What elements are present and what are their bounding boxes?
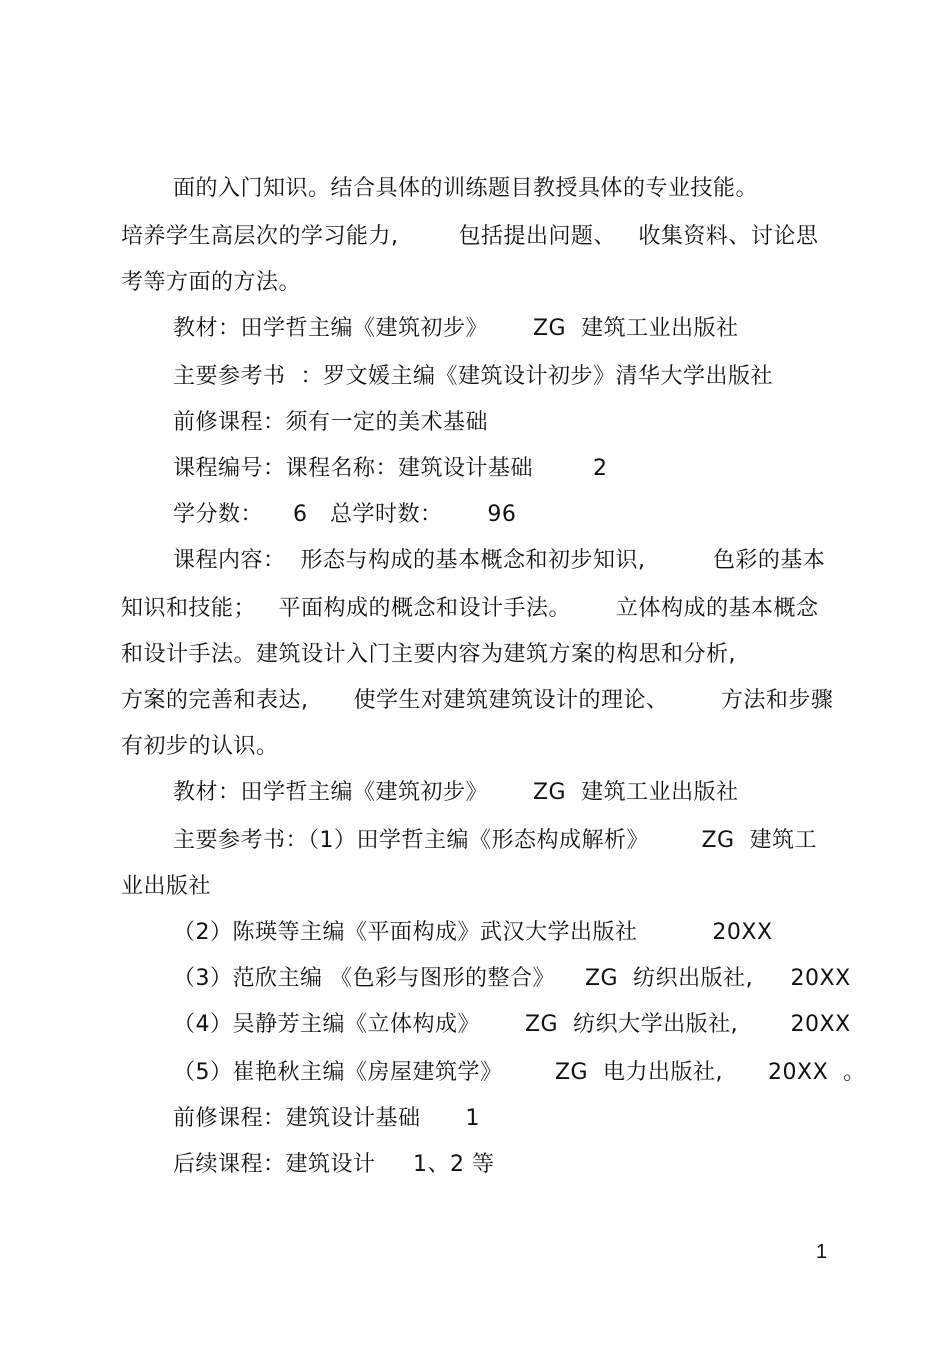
text-line: 前修课程：须有一定的美术基础 bbox=[173, 410, 489, 435]
text-line: 主要参考书 ：罗文媛主编《建筑设计初步》清华大学出版社 bbox=[173, 364, 773, 389]
text-line: 方案的完善和表达, 使学生对建筑建筑设计的理论、 方法和步骤 bbox=[121, 688, 834, 713]
text-line: 知识和技能； 平面构成的概念和设计手法。 立体构成的基本概念 bbox=[121, 596, 819, 621]
text-line: （4）吴静芳主编《立体构成》 ZG 纺织大学出版社, 20XX bbox=[173, 1012, 851, 1037]
text-line: 学分数： 6 总学时数： 96 bbox=[173, 502, 517, 527]
text-line: 面的入门知识。结合具体的训练题目教授具体的专业技能。 bbox=[173, 176, 759, 201]
text-line: 培养学生高层次的学习能力, 包括提出问题、 收集资料、讨论思 bbox=[121, 224, 819, 249]
page-number: 1 bbox=[816, 1241, 828, 1263]
text-line: （3）范欣主编 《色彩与图形的整合》 ZG 纺织出版社, 20XX bbox=[173, 966, 851, 991]
text-line: （2）陈瑛等主编《平面构成》武汉大学出版社 20XX bbox=[173, 920, 773, 945]
text-line: 前修课程：建筑设计基础 1 bbox=[173, 1106, 480, 1131]
text-line: 后续课程：建筑设计 1、2 等 bbox=[173, 1152, 495, 1177]
text-line: 教材：田学哲主编《建筑初步》 ZG 建筑工业出版社 bbox=[173, 316, 739, 341]
text-line: （5）崔艳秋主编《房屋建筑学》 ZG 电力出版社, 20XX 。 bbox=[173, 1060, 866, 1085]
text-line: 教材：田学哲主编《建筑初步》 ZG 建筑工业出版社 bbox=[173, 780, 739, 805]
text-line: 业出版社 bbox=[121, 874, 212, 899]
text-line: 课程编号：课程名称：建筑设计基础 2 bbox=[173, 456, 608, 481]
text-line: 有初步的认识。 bbox=[121, 734, 279, 759]
text-line: 考等方面的方法。 bbox=[121, 270, 302, 295]
text-line: 课程内容： 形态与构成的基本概念和初步知识, 色彩的基本 bbox=[173, 548, 826, 573]
text-line: 和设计手法。建筑设计入门主要内容为建筑方案的构思和分析, bbox=[121, 642, 736, 667]
text-line: 主要参考书：（1）田学哲主编《形态构成解析》 ZG 建筑工 bbox=[173, 828, 818, 853]
